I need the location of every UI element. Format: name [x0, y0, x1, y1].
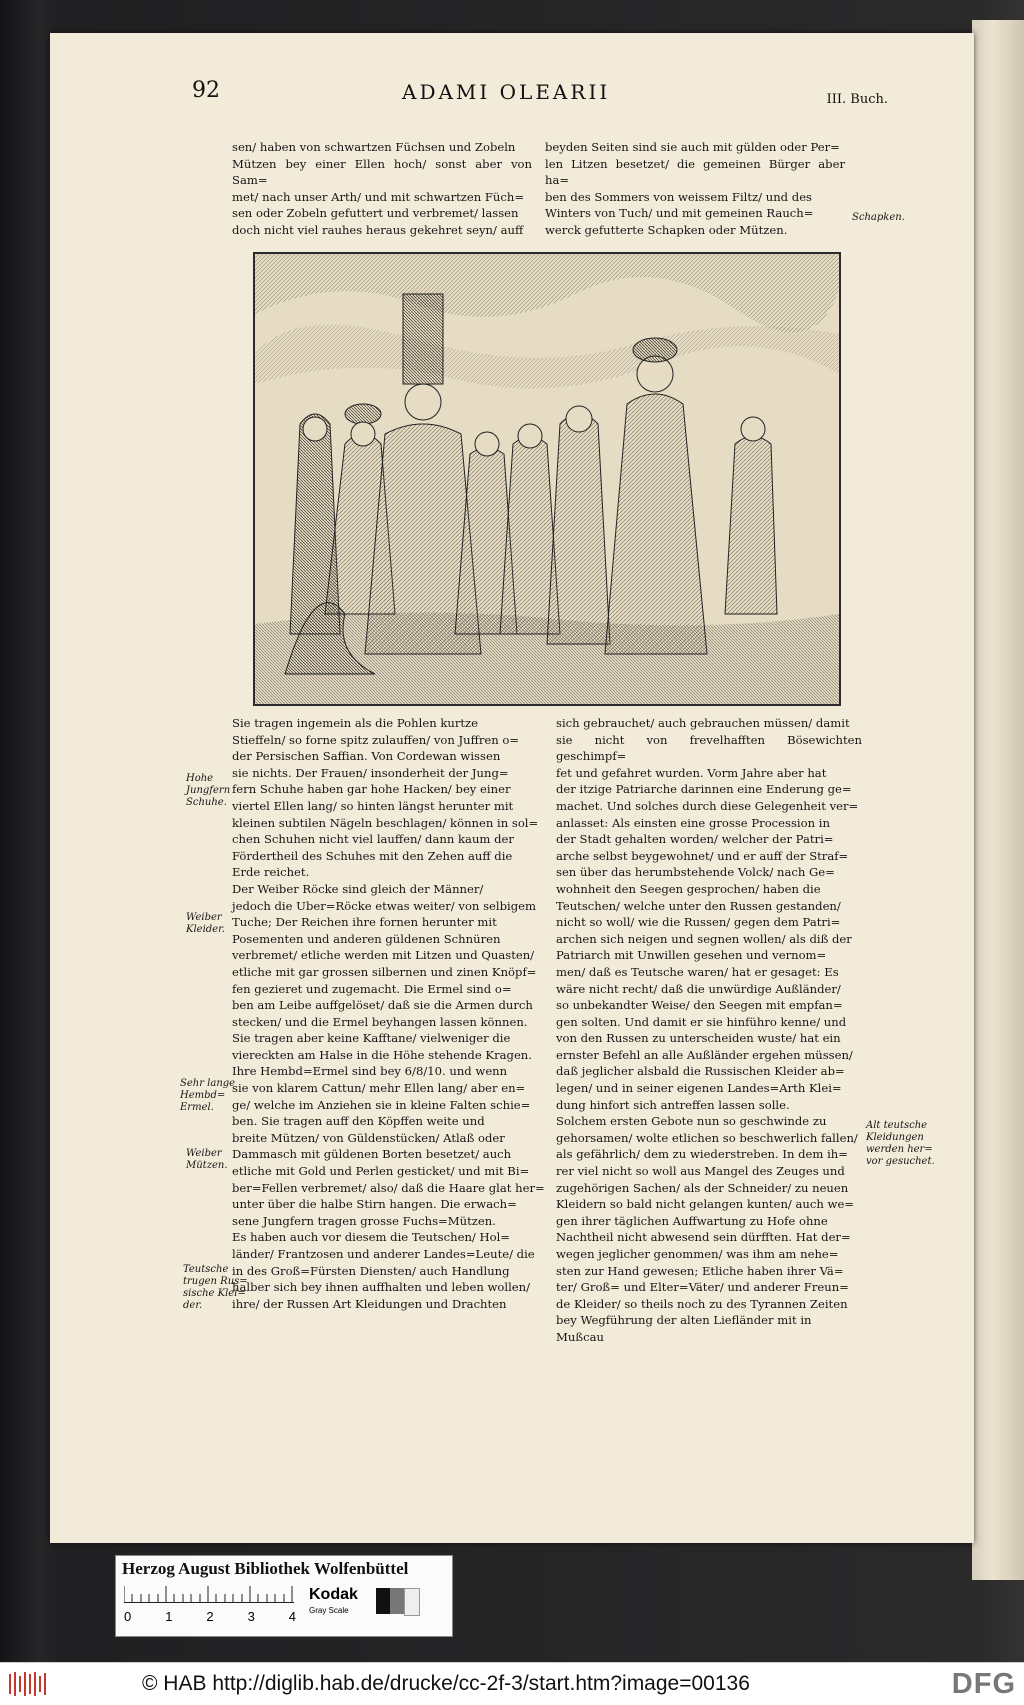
- ruler-number: 3: [247, 1609, 255, 1624]
- margin-note-schapken: Schapken.: [852, 212, 905, 223]
- top-text-right: beyden Seiten sind sie auch mit gülden oder Per= len Litzen besetzet/ die gemeinen Bürger aber ha= ben des Sommers von weissem Filtz/ und des Winters von Tuch/ und mit gemeinen Rauch= werck gefutterte Schapken oder Mützen.: [545, 140, 845, 237]
- ruler-number: 4: [288, 1609, 296, 1624]
- figure-women: [455, 406, 610, 644]
- library-label: [115, 1555, 453, 1637]
- ruler-numbers: [124, 1609, 296, 1624]
- margin-note-hembd-ermel: Sehr lange Hembd= Ermel.: [180, 1078, 236, 1113]
- top-text-left: sen/ haben von schwartzen Füchsen und Zobeln Mützen bey einer Ellen hoch/ sonst aber von Sam= met/ nach unser Arth/ und mit schwartzen Füch= sen oder Zobeln gefuttert und verbremet/ lassen doch nicht viel rauhes heraus gekehret seyn/ auff: [232, 140, 532, 237]
- source-link[interactable]: © HAB http://diglib.hab.de/drucke/cc-2f-3/start.htm?image=00136: [142, 1672, 750, 1695]
- gray-swatch-white: [404, 1588, 420, 1616]
- page-header: [180, 78, 930, 108]
- margin-note-hohe-schuhe: Hohe Jungfern Schuhe.: [186, 773, 231, 808]
- margin-note-alt-teutsche: Alt teutsche Kleidungen werden her= vor gesuchet.: [866, 1120, 935, 1167]
- gray-scale-label: Gray Scale: [309, 1606, 349, 1615]
- ruler-number: 1: [165, 1609, 173, 1624]
- running-title: ADAMI OLEARII: [402, 80, 611, 104]
- body-text-right: sich gebrauchet/ auch gebrauchen müssen/ damit sie nicht von frevelhafften Bösewichten geschimpf= fet und gefahret wurden. Vorm Jahre aber hat der itzige Patriarche darinnen eine Enderung ge= machet. Und solches durch diese Gelegenheit ver= anlasset: Als einsten eine grosse Procession in der Stadt gehalten worden/ welcher der Patri= arche selbst beygewohnet/ und er auff der Straf= sen über das herumbstehende Volck/ nach Ge= wohnheit den Seegen gesprochen/ haben die Teutschen/ welche unter den Russen gestanden/ nicht so woll/ wie die Russen/ gegen dem Patri= archen sich neigen und segnen wollen/ als diß der Patriarch mit Unwillen gesehen und vernom= men/ daß es Teutsche waren/ hat er gesaget: Es wäre nicht recht/ daß die unwürdige Außländer/ so unbekandter Weise/ den Seegen mit empfan= gen solten. Und damit er sie hinführo kenne/ und von den Russen zu unterscheiden wuste/ hat ein ernster Befehl an alle Außländer ergehen müssen/ daß jeglicher alsbald die Russischen Kleider ab= legen/ und in seiner eigenen Landes=Arth Klei= dung hinfort sich antreffen lassen solle. Solchem ersten Gebote nun so geschwinde zu gehorsamen/ wolte etlichen so beschwerlich fallen/ als gefährlich/ dem zu wiederstreben. In dem ih= rer viel nicht so woll aus Mangel des Zeuges und zugehörigen Sachen/ als der Schneider/ zu neuen Kleidern so bald nicht gelangen kunten/ auch we= gen ihrer täglichen Auffwartung zu Hofe ohne Nachtheil nicht abwesend sein dürfften. Hat der= wegen jeglicher genommen/ was ihm am nehe= sten zur Hand gewesen; Etliche haben ihrer Vä= ter/ Groß= und Elter=Väter/ und anderer Freun= de Kleider/ so theils noch zu des Tyrannen Zeiten bey Wegführung der alten Liefländer mit in Mußcau: [556, 716, 862, 1344]
- barcode-icon: [8, 1670, 48, 1698]
- margin-note-weiber-kleider: Weiber Kleider.: [186, 912, 225, 935]
- ruler: [124, 1586, 294, 1603]
- ruler-number: 0: [124, 1609, 132, 1624]
- page-number: 92: [192, 78, 220, 103]
- margin-note-teutsche: Teutsche trugen Rus= sische Klei= der.: [183, 1264, 248, 1311]
- gray-swatch-mid: [390, 1588, 404, 1614]
- book-reference: III. Buch.: [826, 92, 888, 107]
- kodak-brand: Kodak: [309, 1586, 358, 1603]
- dfg-logo: DFG: [951, 1668, 1016, 1700]
- body-text-left: Sie tragen ingemein als die Pohlen kurtze Stieffeln/ so forne spitz zulauffen/ von Juffren o= der Persischen Saffian. Von Cordewan wissen sie nichts. Der Frauen/ insonderheit der Jung= fern Schuhe haben gar hohe Hacken/ bey einer viertel Ellen lang/ so hinten längst herunter mit kleinen subtilen Nägeln beschlagen/ können in sol= chen Schuhen nicht viel lauffen/ dann kaum der Fördertheil des Schuhes mit den Zehen auff die Erde reichet. Der Weiber Röcke sind gleich der Männer/ jedoch die Uber=Röcke etwas weiter/ von selbigem Tuche; Der Reichen ihre fornen herunter mit Posementen und anderen güldenen Schnüren verbremet/ etliche werden mit Litzen und Quasten/ etliche mit gar grossen silbernen und zinen Knöpf= fen gezieret und zugemacht. Die Ermel sind o= ben am Leibe auffgelöset/ daß sie die Armen durch stecken/ und die Ermel beyhangen lassen können. Sie tragen aber keine Kafftane/ vielweniger die viereckten am Halse in die Höhe stehende Kragen. Ihre Hembd=Ermel sind bey 6/8/10. und wenn sie von klarem Cattun/ mehr Ellen lang/ aber en= ge/ welche im Anziehen sie in kleine Falten schie= ben. Sie tragen auff den Köpffen weite und breite Mützen/ von Güldenstücken/ Atlaß oder Dammasch mit güldenen Borten besetzet/ auch etliche mit Gold und Perlen gesticket/ und mit Bi= ber=Fellen verbremet/ also/ daß die Haare glat her= unter über die halbe Stirn hangen. Die erwach= sene Jungfern tragen grosse Fuchs=Mützen. Es haben auch vor diesem die Teutschen/ Hol= länder/ Frantzosen und anderer Landes=Leute/ die in des Groß=Fürsten Diensten/ auch Handlung halber sich bey ihnen auffhalten und leben wollen/ ihre/ der Russen Art Kleidungen und Drachten: [232, 716, 545, 1311]
- library-title: Herzog August Bibliothek Wolfenbüttel: [122, 1559, 409, 1578]
- next-page-edge: [972, 20, 1024, 1580]
- viewer-footer: [0, 1662, 1024, 1705]
- engraving-illustration: [253, 252, 841, 706]
- ruler-number: 2: [206, 1609, 214, 1624]
- margin-note-weiber-muetzen: Weiber Mützen.: [186, 1148, 228, 1171]
- gray-swatch-black: [376, 1588, 390, 1614]
